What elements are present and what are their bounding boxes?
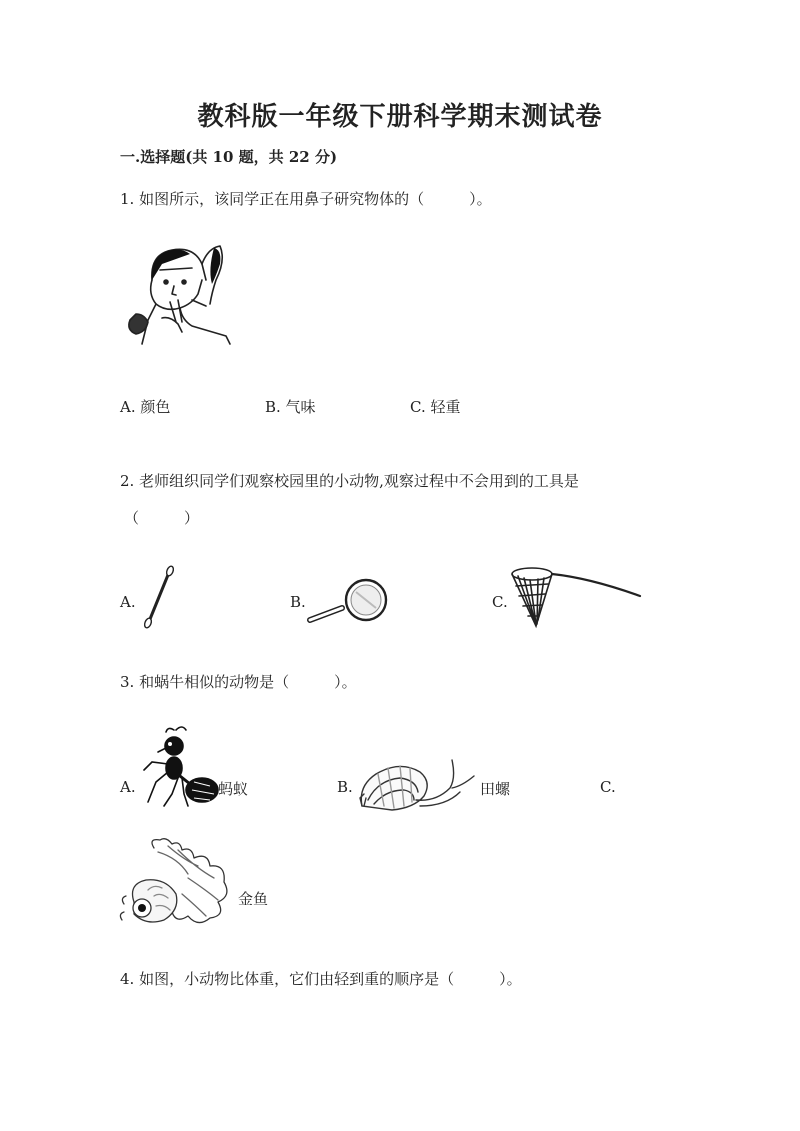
ant-illustration [138, 724, 220, 810]
question-3-option-a-letter: A. [120, 778, 136, 796]
insect-net-illustration [510, 562, 644, 630]
question-3-stem: 3. 和蜗牛相似的动物是（ ）。 [120, 673, 357, 691]
river-snail-illustration [356, 756, 476, 814]
question-1-option-c: C. 轻重 [410, 398, 461, 416]
page-title: 教科版一年级下册科学期末测试卷 [197, 102, 603, 132]
question-2-option-c-letter: C. [492, 593, 508, 611]
question-2-stem: 2. 老师组织同学们观察校园里的小动物,观察过程中不会用到的工具是 [120, 472, 579, 490]
question-3-option-b-letter: B. [337, 778, 353, 796]
goldfish-illustration [118, 834, 234, 930]
question-3-option-b-name: 田螺 [480, 780, 511, 798]
magnifying-glass-icon [306, 578, 394, 626]
question-1-option-a: A. 颜色 [120, 398, 171, 416]
question-2-option-a-letter: A. [120, 593, 136, 611]
question-3-option-c-name: 金鱼 [238, 890, 269, 908]
question-2-blank: （ ） [124, 509, 200, 527]
question-1-option-b: B. 气味 [265, 398, 316, 416]
question-3-option-a-name: 蚂蚁 [218, 780, 249, 798]
cotton-swab-illustration [142, 566, 176, 628]
question-2-option-b-letter: B. [290, 593, 306, 611]
question-1-stem: 1. 如图所示，该同学正在用鼻子研究物体的（ ）。 [120, 190, 492, 208]
question-4-stem: 4. 如图，小动物比体重，它们由轻到重的顺序是（ ）。 [120, 970, 522, 988]
girl-smelling-illustration [122, 240, 234, 346]
question-3-option-c-letter: C. [600, 778, 616, 796]
section-heading: 一.选择题(共 10 题，共 22 分) [120, 148, 338, 166]
